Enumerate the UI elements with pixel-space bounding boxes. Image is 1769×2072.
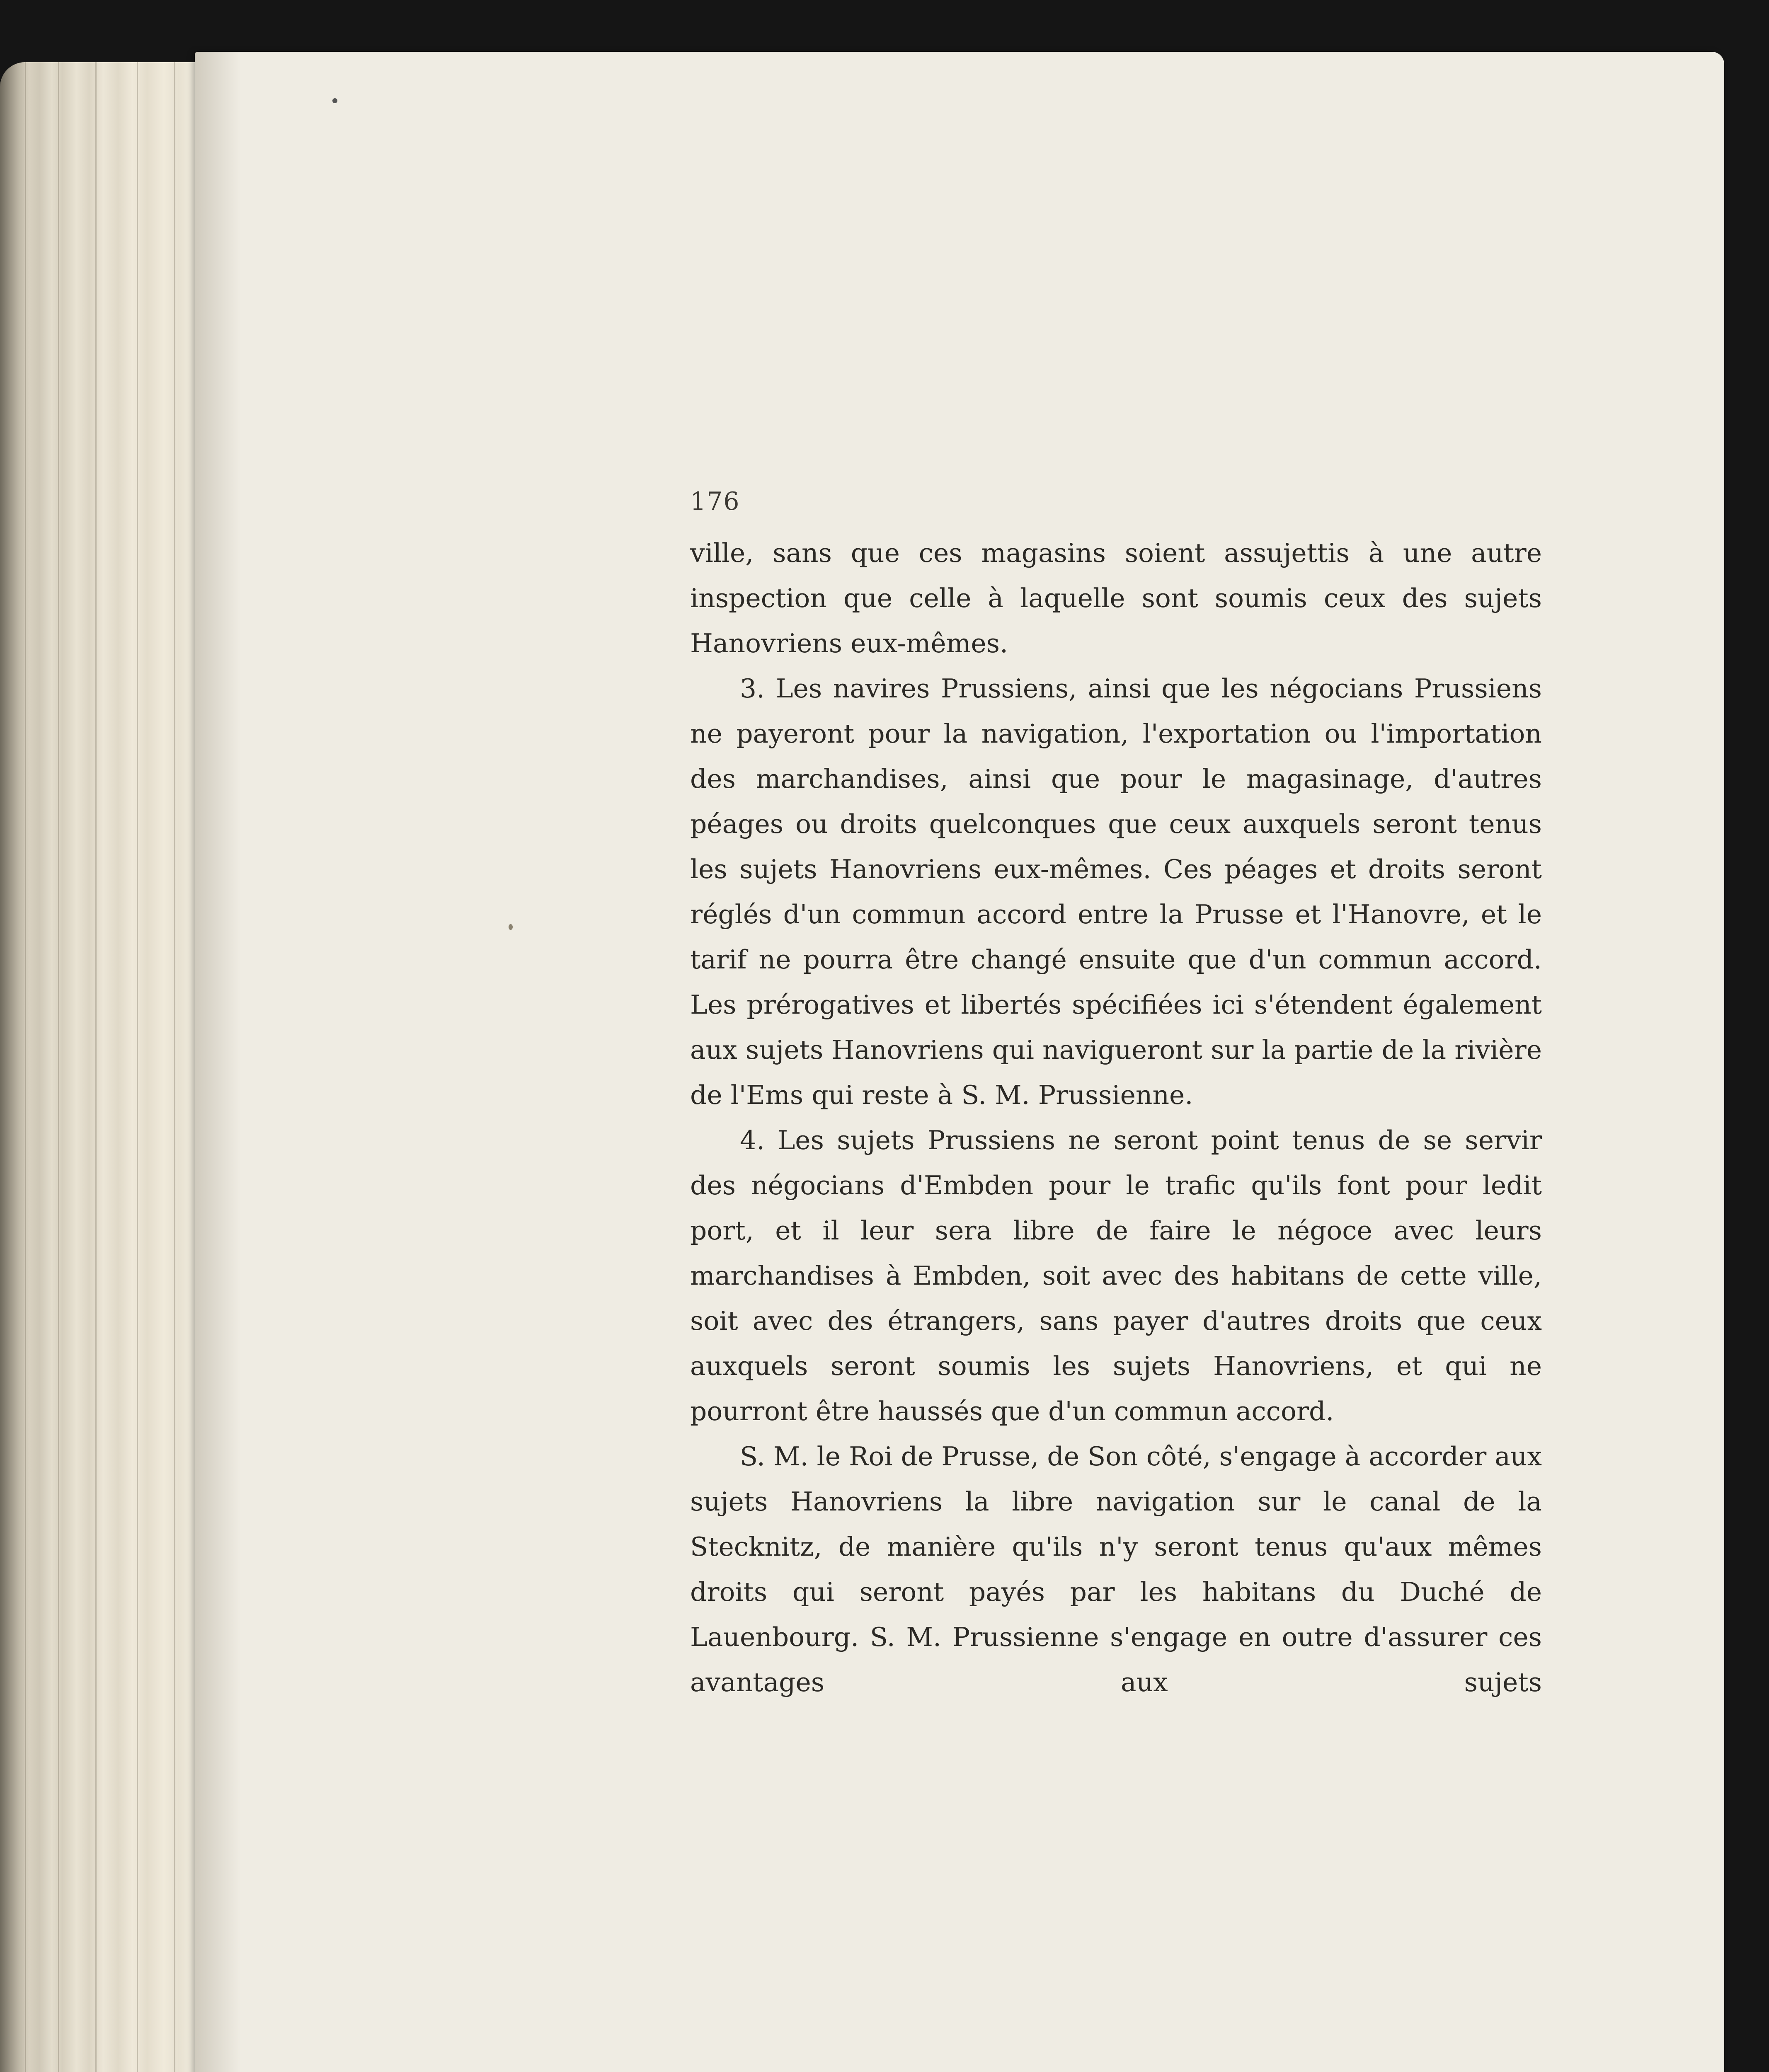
paper-spot — [509, 924, 513, 930]
paragraph-article-3: 3. Les navires Prussiens, ainsi que les négocians Prussiens ne payeront pour la navigation, l'exportation ou l'importation des marchandises, ainsi que pour le magasinage, d'autres péages ou droits quelconques que ceux auxquels seront tenus les sujets Hanovriens eux-mêmes. Ces péages et droits seront réglés d'un commun accord entre la Prusse et l'Hanovre, et le tarif ne pourra être changé ensuite que d'un commun accord. Les prérogatives et libertés spécifiées ici s'étendent également aux sujets Hanovriens qui navigueront sur la partie de la rivière de l'Ems qui reste à S. M. Prussienne. — [690, 673, 1542, 1110]
page-number: 176 — [690, 487, 740, 516]
page-gutter-shadow — [195, 52, 240, 2072]
page-edge-line — [174, 62, 175, 2072]
paragraph-continuation: ville, sans que ces magasins soient assujettis à une autre inspection que celle à laquelle sont soumis ceux des sujets Hanovriens eux-mêmes. — [690, 538, 1542, 658]
paragraph-king-of-prussia: S. M. le Roi de Prusse, de Son côté, s'engage à accorder aux sujets Hanovriens la libre navigation sur le canal de la Stecknitz, de manière qu'ils n'y seront tenus qu'aux mêmes droits qui seront payés par les habitans du Duché de Lauenbourg. S. M. Prussienne s'engage en outre d'assurer ces avantages aux sujets — [690, 1441, 1542, 1697]
page-text — [690, 530, 1542, 1705]
page-stack-edges — [0, 62, 216, 2072]
page-edge-line — [58, 62, 59, 2072]
page-edge-line — [137, 62, 138, 2072]
paper-spot — [332, 98, 337, 103]
page-edge-line — [95, 62, 97, 2072]
page-edge-line — [25, 62, 26, 2072]
paragraph-article-4: 4. Les sujets Prussiens ne seront point tenus de se servir des négocians d'Embden pour le trafic qu'ils font pour ledit port, et il leur sera libre de faire le négoce avec leurs marchandises à Embden, soit avec des habitans de cette ville, soit avec des étrangers, sans payer d'autres droits que ceux auxquels seront soumis les sujets Hanovriens, et qui ne pourront être haussés que d'un commun accord. — [690, 1125, 1542, 1426]
